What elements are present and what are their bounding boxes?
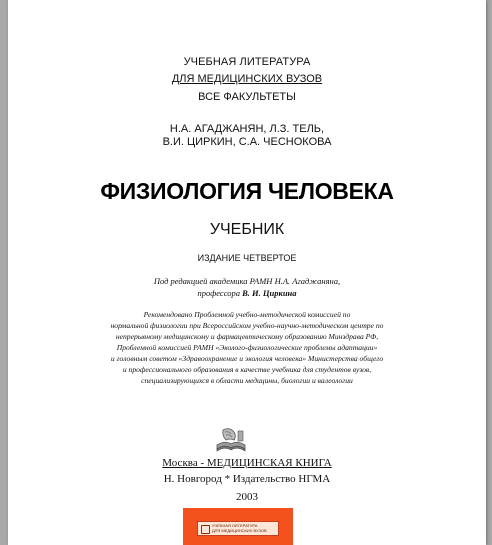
series-line-1: УЧЕБНАЯ ЛИТЕРАТУРА	[183, 56, 311, 68]
editors-line-1: Под редакцией академика РАМН Н.А. Агаджаняна,	[153, 276, 341, 286]
document-page	[8, 0, 486, 545]
book-icon	[201, 525, 210, 534]
cover-thumbnail[interactable]	[183, 508, 293, 545]
recommendation-line: Рекомендовано Проблемной учебно-методической комиссией по	[143, 310, 351, 319]
authors-line-1: Н.А. АГАДЖАНЯН, Л.З. ТЕЛЬ,	[169, 123, 325, 135]
recommendation-line: нормальной физиологии при Всероссийском учебно-научно-методическом центре по	[110, 321, 384, 330]
thumbnail-badge	[197, 521, 279, 536]
series-line-2	[8, 73, 486, 85]
recommendation-line: и головным советом «Здравоохранение и экология человека» Министерства общего	[110, 354, 384, 363]
publisher-line-1-text: Москва - МЕДИЦИНСКАЯ КНИГА	[162, 457, 332, 469]
recommendation-line: непрерывному медицинскому и фармацевтическому образованию Минздрава РФ,	[115, 332, 379, 341]
editors-line-2	[8, 288, 486, 298]
publisher-line-1	[8, 457, 486, 469]
book-title: ФИЗИОЛОГИЯ ЧЕЛОВЕКА	[100, 178, 394, 204]
thumbnail-line-1: УЧЕБНАЯ ЛИТЕРАТУРА	[212, 523, 258, 528]
thumbnail-line-2: ДЛЯ МЕДИЦИНСКИХ ВУЗОВ	[212, 528, 267, 533]
series-line-3: ВСЕ ФАКУЛЬТЕТЫ	[198, 91, 296, 103]
editors-prefix: профессора	[197, 288, 243, 298]
editors-name: В. И. Циркина	[242, 288, 297, 298]
recommendation-line: специализирующихся в области медицины, биологии и валеологии	[141, 376, 353, 385]
recommendation-line: и профессионального образования в качестве учебника для студентов вузов,	[122, 365, 372, 374]
edition-label: ИЗДАНИЕ ЧЕТВЕРТОЕ	[197, 253, 297, 263]
authors-line-2: В.И. ЦИРКИН, С.А. ЧЕСНОКОВА	[162, 136, 332, 148]
book-type: УЧЕБНИК	[209, 221, 285, 238]
series-line-2-text: ДЛЯ МЕДИЦИНСКИХ ВУЗОВ	[171, 73, 323, 85]
thumbnail-text	[212, 523, 267, 533]
book-publisher-logo-icon	[211, 425, 251, 455]
recommendation-line: Проблемной комиссией РАМН «Эколого-физиологические проблемы адаптации»	[116, 343, 378, 352]
publisher-line-2: Н. Новгород * Издательство НГМА	[163, 473, 331, 485]
publication-year: 2003	[236, 491, 258, 503]
